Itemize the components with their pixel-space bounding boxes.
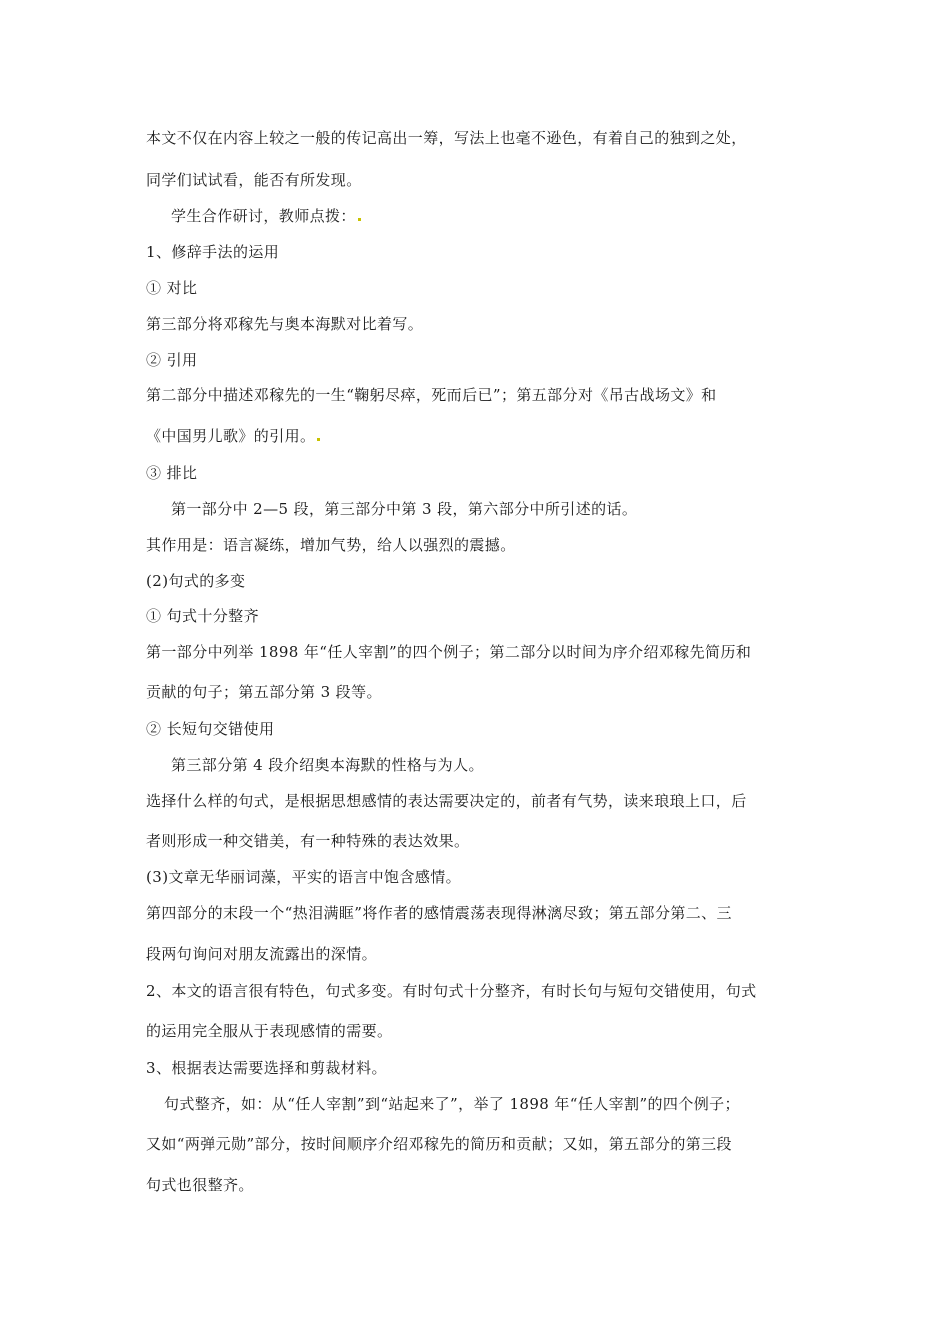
mark-dot [358,218,361,221]
text-line: 第一部分中列举 1898 年“任人宰割”的四个例子；第二部分以时间为序介绍邓稼先简历和 [146,643,752,661]
section-heading: (2)句式的多变 [146,572,246,590]
text-line: 第三部分将邓稼先与奥本海默对比着写。 [146,315,424,333]
section-heading: 3、根据表达需要选择和剪裁材料。 [146,1059,387,1077]
text-line: 又如“两弹元勋”部分，按时间顺序介绍邓稼先的简历和贡献；又如，第五部分的第三段 [146,1135,732,1153]
list-item: ① 句式十分整齐 [146,607,259,625]
text-line: 贡献的句子；第五部分第 3 段等。 [146,683,382,701]
text-line: 选择什么样的句式，是根据思想感情的表达需要决定的，前者有气势，读来琅琅上口，后 [146,792,747,810]
text-line: 句式也很整齐。 [146,1176,254,1194]
text-line: 《中国男儿歌》的引用。 [146,426,320,446]
text-line: 第二部分中描述邓稼先的一生“鞠躬尽瘁，死而后已”；第五部分对《吊古战场文》和 [146,386,717,404]
list-item: ① 对比 [146,279,198,297]
text-line: 第四部分的末段一个“热泪满眶”将作者的感情震荡表现得淋漓尽致；第五部分第二、三 [146,904,732,922]
text-line: 的运用完全服从于表现感情的需要。 [146,1022,393,1040]
text-line: 同学们试试看，能否有所发现。 [146,171,362,189]
section-heading: 2、本文的语言很有特色，句式多变。有时句式十分整齐，有时长句与短句交错使用，句式 [146,982,757,1000]
section-heading: (3)文章无华丽词藻，平实的语言中饱含感情。 [146,868,462,886]
list-item: ② 长短句交错使用 [146,720,275,738]
text-line: 其作用是：语言凝练，增加气势，给人以强烈的震撼。 [146,536,516,554]
text-line: 第一部分中 2—5 段，第三部分中第 3 段，第六部分中所引述的话。 [171,500,638,518]
text-line: 学生合作研讨，教师点拨： [171,206,361,226]
text-line: 者则形成一种交错美，有一种特殊的表达效果。 [146,832,470,850]
text-line: 段两句询问对朋友流露出的深情。 [146,945,378,963]
text-line: 本文不仅在内容上较之一般的传记高出一筹，写法上也毫不逊色，有着自己的独到之处， [146,129,747,147]
list-item: ② 引用 [146,351,198,369]
list-item: ③ 排比 [146,464,198,482]
text-line: 句式整齐，如：从“任人宰割”到“站起来了”，举了 1898 年“任人宰割”的四个例子； [164,1095,740,1113]
section-heading: 1、修辞手法的运用 [146,243,280,261]
text-line: 第三部分第 4 段介绍奥本海默的性格与为人。 [171,756,484,774]
mark-dot [317,438,320,441]
